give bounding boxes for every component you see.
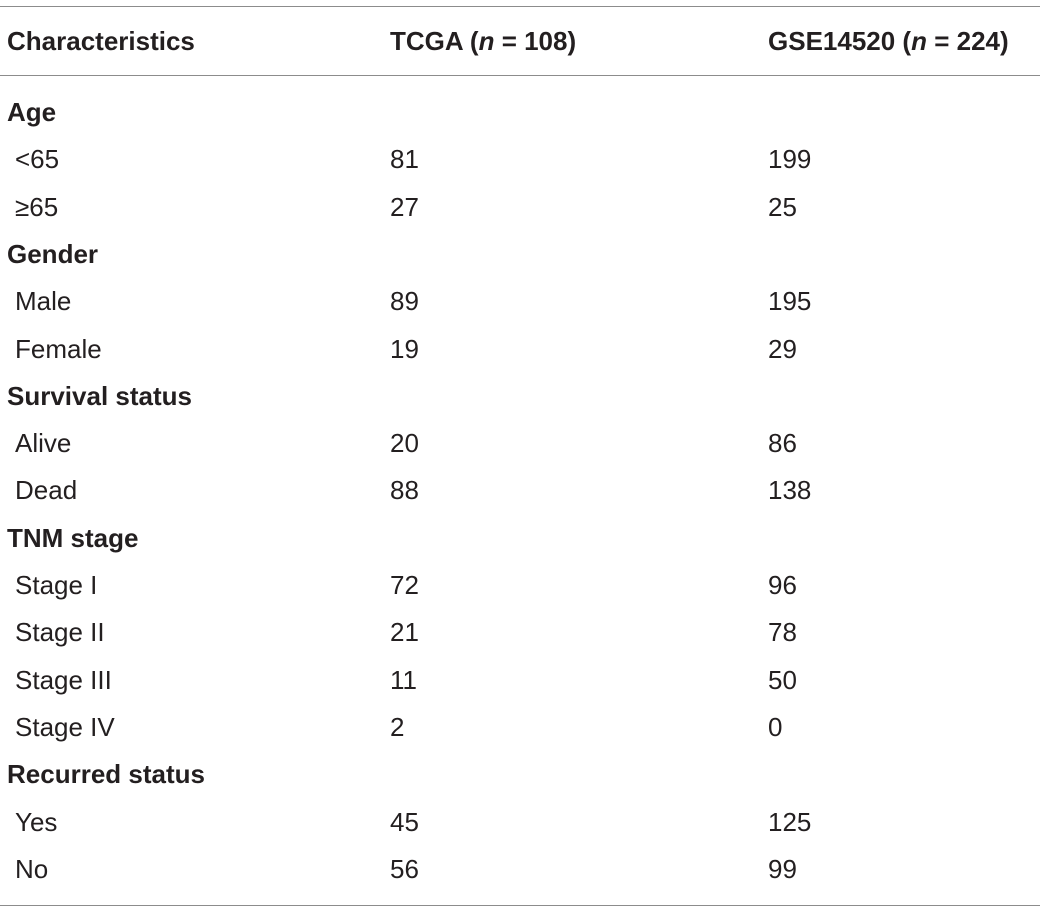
table-top-rule [0, 6, 1040, 7]
gse14520-value: 138 [768, 475, 812, 505]
gse14520-value: 96 [768, 570, 797, 600]
header-tcga-n: n [478, 26, 495, 56]
tcga-value: 56 [390, 854, 419, 884]
row-label: Stage II [15, 617, 105, 647]
tcga-value: 20 [390, 428, 419, 458]
gse14520-value: 86 [768, 428, 797, 458]
row-label: <65 [15, 144, 60, 174]
gse14520-value: 78 [768, 617, 797, 647]
section-heading: Survival status [7, 381, 192, 411]
header-tcga [390, 26, 576, 56]
gse14520-value: 0 [768, 712, 783, 742]
row-label: Yes [15, 807, 58, 837]
row-label: Stage IV [15, 712, 115, 742]
header-gse-suffix: = 224) [926, 26, 1009, 56]
gse14520-value: 25 [768, 192, 797, 222]
section-heading: Recurred status [7, 759, 205, 789]
row-label: Male [15, 286, 72, 316]
table-bottom-rule [0, 905, 1040, 906]
tcga-value: 27 [390, 192, 419, 222]
table-header-rule [0, 75, 1040, 76]
tcga-value: 88 [390, 475, 419, 505]
gse14520-value: 195 [768, 286, 812, 316]
tcga-value: 81 [390, 144, 419, 174]
row-label: Stage III [15, 665, 112, 695]
header-tcga-prefix: TCGA ( [390, 26, 479, 56]
section-heading: Gender [7, 239, 99, 269]
header-characteristics: Characteristics [7, 26, 195, 56]
row-label: ≥65 [15, 192, 59, 222]
header-gse-prefix: GSE14520 ( [768, 26, 912, 56]
tcga-value: 45 [390, 807, 419, 837]
gse14520-value: 99 [768, 854, 797, 884]
section-heading: TNM stage [7, 523, 139, 553]
row-label: No [15, 854, 49, 884]
row-label: Alive [15, 428, 72, 458]
tcga-value: 19 [390, 334, 419, 364]
tcga-value: 89 [390, 286, 419, 316]
row-label: Stage I [15, 570, 98, 600]
row-label: Dead [15, 475, 78, 505]
gse14520-value: 125 [768, 807, 812, 837]
row-label: Female [15, 334, 102, 364]
tcga-value: 11 [390, 665, 417, 695]
tcga-value: 72 [390, 570, 419, 600]
header-gse-n: n [911, 26, 927, 56]
tcga-value: 2 [390, 712, 405, 742]
header-gse14520 [768, 26, 1009, 56]
gse14520-value: 199 [768, 144, 812, 174]
tcga-value: 21 [390, 617, 419, 647]
section-heading: Age [7, 97, 57, 127]
gse14520-value: 29 [768, 334, 797, 364]
gse14520-value: 50 [768, 665, 797, 695]
header-tcga-suffix: = 108) [494, 26, 577, 56]
